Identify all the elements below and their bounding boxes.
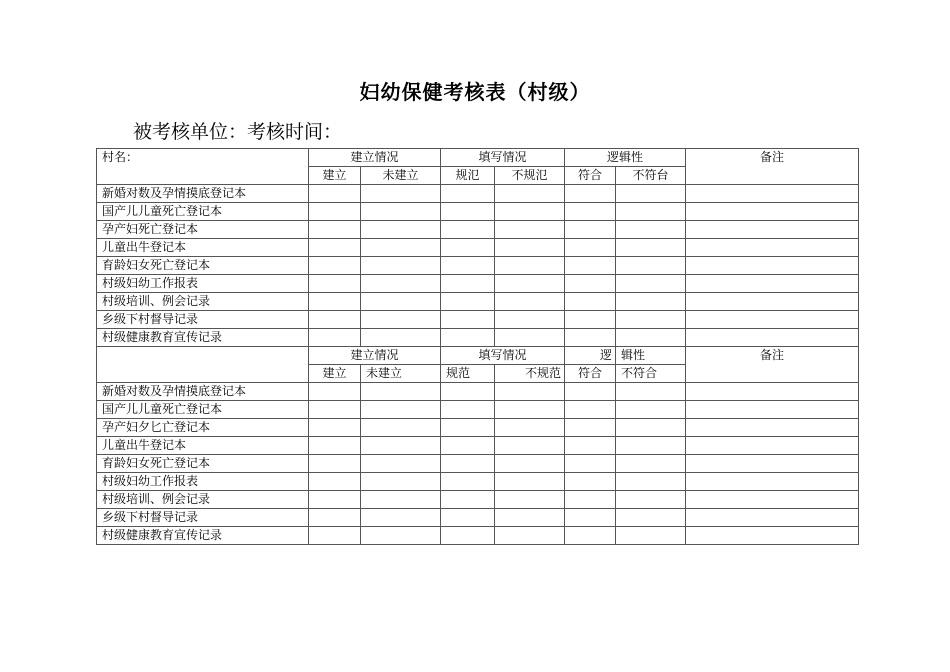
score-cell[interactable] [361, 311, 441, 329]
score-cell[interactable] [309, 329, 361, 347]
table-row [97, 185, 859, 203]
score-cell[interactable] [495, 491, 565, 509]
score-cell[interactable] [309, 203, 361, 221]
score-cell[interactable] [686, 473, 859, 491]
score-cell[interactable] [686, 203, 859, 221]
score-cell[interactable] [616, 293, 686, 311]
score-cell[interactable] [565, 275, 616, 293]
table-row [97, 203, 859, 221]
row-item-label: 村级健康教育宣传记录 [97, 329, 309, 347]
header-logic-a: 逻 [565, 347, 616, 365]
score-cell[interactable] [495, 455, 565, 473]
table-row [97, 473, 859, 491]
score-cell[interactable] [686, 437, 859, 455]
header-build-status: 建立情况 [309, 149, 441, 167]
score-cell[interactable] [616, 257, 686, 275]
score-cell[interactable] [441, 311, 495, 329]
score-cell[interactable] [686, 185, 859, 203]
score-cell[interactable] [441, 383, 495, 401]
score-cell[interactable] [361, 455, 441, 473]
score-cell[interactable] [361, 401, 441, 419]
score-cell[interactable] [616, 203, 686, 221]
subheader-not-built: 未建立 [361, 167, 441, 185]
score-cell[interactable] [616, 473, 686, 491]
score-cell[interactable] [565, 491, 616, 509]
score-cell[interactable] [361, 473, 441, 491]
header-logic: 逻辑性 [565, 149, 686, 167]
header-build-status-2: 建立情况 [309, 347, 441, 365]
score-cell[interactable] [495, 203, 565, 221]
score-cell[interactable] [361, 383, 441, 401]
score-cell[interactable] [309, 401, 361, 419]
score-cell[interactable] [565, 185, 616, 203]
score-cell[interactable] [441, 437, 495, 455]
score-cell[interactable] [495, 257, 565, 275]
subheader-conform-2: 符合 [565, 365, 616, 383]
row-item-label: 育龄妇女死亡登记本 [97, 455, 309, 473]
score-cell[interactable] [495, 527, 565, 545]
subheader-standard-2: 规范 [441, 365, 495, 383]
row-item-label: 新婚对数及孕情摸底登记本 [97, 185, 309, 203]
row-item-label: 儿童出牛登记本 [97, 239, 309, 257]
row-item-label: 村级妇幼工作报表 [97, 473, 309, 491]
score-cell[interactable] [309, 437, 361, 455]
score-cell[interactable] [361, 527, 441, 545]
score-cell[interactable] [565, 437, 616, 455]
subheader-conform: 符合 [565, 167, 616, 185]
table2-header-row [97, 347, 859, 365]
score-cell[interactable] [441, 509, 495, 527]
score-cell[interactable] [441, 239, 495, 257]
score-cell[interactable] [686, 293, 859, 311]
score-cell[interactable] [495, 275, 565, 293]
score-cell[interactable] [361, 203, 441, 221]
score-cell[interactable] [495, 185, 565, 203]
score-cell[interactable] [686, 527, 859, 545]
page-title: 妇幼保健考核表（村级） [359, 80, 591, 104]
table-row [97, 401, 859, 419]
table-row [97, 509, 859, 527]
score-cell[interactable] [616, 527, 686, 545]
score-cell[interactable] [361, 257, 441, 275]
score-cell[interactable] [686, 221, 859, 239]
score-cell[interactable] [361, 329, 441, 347]
score-cell[interactable] [565, 527, 616, 545]
score-cell[interactable] [361, 509, 441, 527]
score-cell[interactable] [686, 329, 859, 347]
table-row [97, 491, 859, 509]
row-item-label: 儿童出牛登记本 [97, 437, 309, 455]
blank-label-cell [97, 347, 309, 383]
row-item-label: 国产儿儿童死亡登记本 [97, 401, 309, 419]
score-cell[interactable] [686, 455, 859, 473]
score-cell[interactable] [686, 401, 859, 419]
score-cell[interactable] [361, 419, 441, 437]
score-cell[interactable] [616, 419, 686, 437]
score-cell[interactable] [686, 311, 859, 329]
score-cell[interactable] [309, 293, 361, 311]
score-cell[interactable] [309, 419, 361, 437]
table-row [97, 419, 859, 437]
score-cell[interactable] [495, 329, 565, 347]
row-item-label: 村级培训、例会记录 [97, 491, 309, 509]
score-cell[interactable] [565, 509, 616, 527]
score-cell[interactable] [309, 383, 361, 401]
score-cell[interactable] [495, 509, 565, 527]
score-cell[interactable] [441, 527, 495, 545]
score-cell[interactable] [361, 437, 441, 455]
table-row [97, 527, 859, 545]
row-item-label: 村级培训、例会记录 [97, 293, 309, 311]
score-cell[interactable] [616, 455, 686, 473]
score-cell[interactable] [441, 473, 495, 491]
score-cell[interactable] [361, 491, 441, 509]
score-cell[interactable] [441, 401, 495, 419]
score-cell[interactable] [361, 185, 441, 203]
score-cell[interactable] [616, 491, 686, 509]
score-cell[interactable] [565, 401, 616, 419]
score-cell[interactable] [309, 275, 361, 293]
score-cell[interactable] [309, 221, 361, 239]
score-cell[interactable] [441, 275, 495, 293]
row-item-label: 育龄妇女死亡登记本 [97, 257, 309, 275]
table-row [97, 311, 859, 329]
score-cell[interactable] [565, 239, 616, 257]
subheader-built-2: 建立 [309, 365, 361, 383]
score-cell[interactable] [361, 239, 441, 257]
row-item-label: 村级妇幼工作报表 [97, 275, 309, 293]
subheader-nonconform-2: 不符合 [616, 365, 686, 383]
score-cell[interactable] [441, 203, 495, 221]
score-cell[interactable] [361, 221, 441, 239]
subheader-built: 建立 [309, 167, 361, 185]
score-cell[interactable] [565, 473, 616, 491]
header-remark-2: 备注 [686, 347, 859, 383]
row-item-label: 孕产妇死亡登记本 [97, 221, 309, 239]
score-cell[interactable] [441, 293, 495, 311]
table-row [97, 239, 859, 257]
score-cell[interactable] [495, 293, 565, 311]
score-cell[interactable] [441, 329, 495, 347]
score-cell[interactable] [686, 275, 859, 293]
score-cell[interactable] [616, 185, 686, 203]
assessment-table [96, 148, 859, 545]
score-cell[interactable] [616, 221, 686, 239]
score-cell[interactable] [565, 203, 616, 221]
row-item-label: 乡级下村督导记录 [97, 311, 309, 329]
table-row [97, 257, 859, 275]
table-row [97, 383, 859, 401]
row-item-label: 乡级下村督导记录 [97, 509, 309, 527]
header-fill-status-2: 填写情况 [441, 347, 565, 365]
score-cell[interactable] [565, 329, 616, 347]
score-cell[interactable] [309, 239, 361, 257]
score-cell[interactable] [565, 221, 616, 239]
table-row [97, 293, 859, 311]
row-item-label: 国产儿儿童死亡登记本 [97, 203, 309, 221]
score-cell[interactable] [309, 185, 361, 203]
table1-header-row [97, 149, 859, 167]
table-row [97, 455, 859, 473]
score-cell[interactable] [309, 527, 361, 545]
score-cell[interactable] [686, 509, 859, 527]
subheader-nonstandard: 不规氾 [495, 167, 565, 185]
score-cell[interactable] [565, 419, 616, 437]
score-cell[interactable] [495, 239, 565, 257]
score-cell[interactable] [616, 509, 686, 527]
score-cell[interactable] [616, 239, 686, 257]
score-cell[interactable] [441, 455, 495, 473]
score-cell[interactable] [565, 257, 616, 275]
score-cell[interactable] [495, 401, 565, 419]
score-cell[interactable] [441, 221, 495, 239]
score-cell[interactable] [565, 311, 616, 329]
score-cell[interactable] [565, 293, 616, 311]
score-cell[interactable] [495, 473, 565, 491]
header-remark: 备注 [686, 149, 859, 185]
score-cell[interactable] [616, 383, 686, 401]
row-item-label: 新婚对数及孕情摸底登记本 [97, 383, 309, 401]
score-cell[interactable] [616, 311, 686, 329]
score-cell[interactable] [686, 419, 859, 437]
score-cell[interactable] [495, 437, 565, 455]
score-cell[interactable] [309, 473, 361, 491]
subheader-standard: 规氾 [441, 167, 495, 185]
table-row [97, 221, 859, 239]
score-cell[interactable] [686, 383, 859, 401]
score-cell[interactable] [495, 419, 565, 437]
score-cell[interactable] [616, 329, 686, 347]
score-cell[interactable] [565, 455, 616, 473]
subheader-nonstandard-2: 不规范 [495, 365, 565, 383]
score-cell[interactable] [616, 437, 686, 455]
score-cell[interactable] [686, 257, 859, 275]
score-cell[interactable] [441, 419, 495, 437]
score-cell[interactable] [309, 491, 361, 509]
score-cell[interactable] [616, 275, 686, 293]
score-cell[interactable] [495, 311, 565, 329]
score-cell[interactable] [616, 401, 686, 419]
score-cell[interactable] [441, 257, 495, 275]
score-cell[interactable] [309, 509, 361, 527]
subheader-not-built-2: 未建立 [361, 365, 441, 383]
row-item-label: 村级健康教育宣传记录 [97, 527, 309, 545]
assessment-info-line: 被考核单位：考核时间： [133, 121, 343, 143]
score-cell[interactable] [565, 383, 616, 401]
score-cell[interactable] [361, 275, 441, 293]
row-item-label: 孕产妇夕匕亡登记本 [97, 419, 309, 437]
header-fill-status: 填写情况 [441, 149, 565, 167]
score-cell[interactable] [495, 221, 565, 239]
table-row [97, 329, 859, 347]
header-logic-b: 辑性 [616, 347, 686, 365]
village-name-label: 村名： [97, 149, 309, 185]
score-cell[interactable] [686, 491, 859, 509]
table-row [97, 275, 859, 293]
score-cell[interactable] [309, 257, 361, 275]
score-cell[interactable] [309, 311, 361, 329]
score-cell[interactable] [361, 293, 441, 311]
score-cell[interactable] [686, 239, 859, 257]
score-cell[interactable] [441, 185, 495, 203]
subheader-nonconform: 不符台 [616, 167, 686, 185]
score-cell[interactable] [309, 455, 361, 473]
score-cell[interactable] [441, 491, 495, 509]
score-cell[interactable] [495, 383, 565, 401]
table-row [97, 437, 859, 455]
